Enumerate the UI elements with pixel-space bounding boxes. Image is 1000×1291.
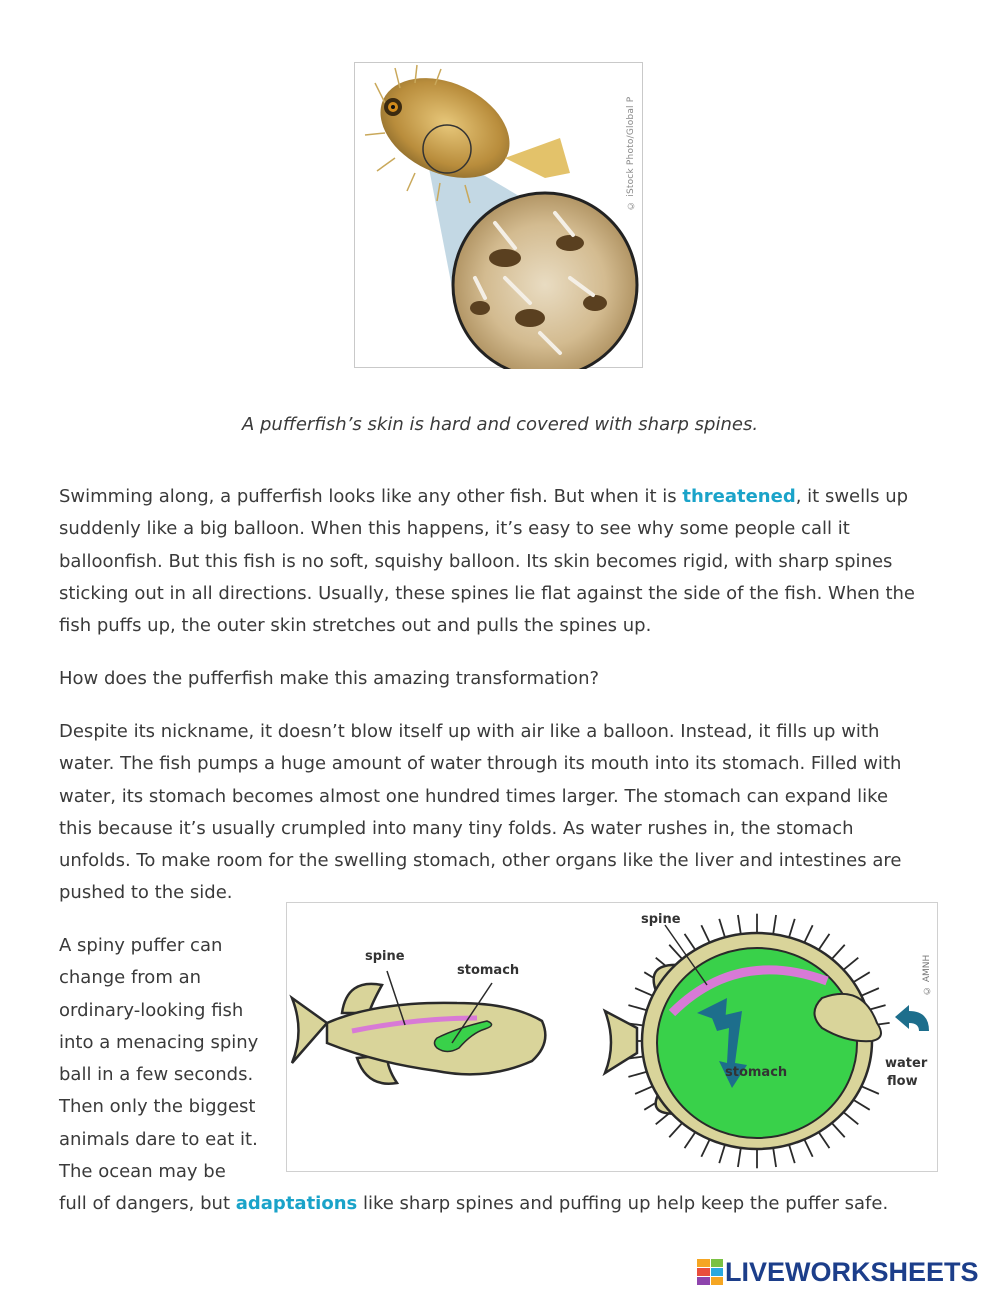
p4-last-a: full of dangers, but	[59, 1193, 236, 1214]
spine-line	[719, 919, 725, 939]
liveworksheets-logo-icon	[697, 1259, 723, 1285]
p4-line: change from an	[59, 967, 202, 989]
p4-line: animals dare to eat it.	[59, 1128, 258, 1150]
paragraph-1	[59, 481, 939, 642]
p1-line2: suddenly like a big balloon. When this happens, it’s easy to see why some people call it	[59, 518, 850, 540]
inflated-fish	[605, 914, 929, 1169]
liveworksheets-logo[interactable]	[697, 1257, 979, 1287]
p3-line3: water, its stomach becomes almost one hundred times larger. The stomach can expand like	[59, 785, 889, 807]
p3-line2: water. The fish pumps a huge amount of water through its mouth into its stomach. Filled with	[59, 753, 902, 775]
diagram-credit: © AMNH	[922, 954, 932, 995]
spine-line	[701, 925, 710, 944]
p4-last-b: like sharp spines and puffing up help keep the puffer safe.	[357, 1193, 889, 1214]
term-adaptations[interactable]: adaptations	[235, 1193, 358, 1214]
spine-line	[789, 1143, 795, 1163]
pufferfish-diagram-drawing	[287, 903, 939, 1173]
p3-line4: this because it’s usually crumpled into many tiny folds. As water rushes in, the stomach	[59, 817, 854, 839]
paragraph-2: How does the pufferfish make this amazing transformation?	[59, 668, 600, 689]
pufferfish-photo	[354, 62, 643, 368]
p4-line: The ocean may be	[59, 1161, 226, 1183]
p1-line4: sticking out in all directions. Usually, these spines lie flat against the side of the fish. When the	[59, 582, 916, 604]
p1-line1-b: , it swells up	[795, 486, 909, 507]
p4-line: into a menacing spiny	[59, 1031, 259, 1053]
term-threatened[interactable]: threatened	[682, 486, 796, 507]
spine-line	[738, 1146, 741, 1167]
p1-line1-a: Swimming along, a pufferfish looks like any other fish. But when it is	[59, 486, 683, 507]
pufferfish-illustration	[355, 63, 644, 369]
p4-line: ordinary-looking fish	[59, 999, 244, 1021]
p1-line5: fish puffs up, the outer skin stretches out and pulls the spines up.	[59, 615, 652, 637]
right-spine-label: spine	[641, 912, 681, 927]
spine-line	[719, 1143, 725, 1163]
logo-text: LIVEWORKSHEETS	[725, 1256, 979, 1287]
right-stomach-label: stomach	[725, 1065, 788, 1080]
left-spine-label: spine	[365, 949, 405, 964]
normal-fish	[292, 971, 545, 1084]
paragraph-4-wrapped	[59, 930, 281, 1188]
water-flow-label-1: water	[885, 1056, 928, 1071]
p1-line3: balloonfish. But this fish is no soft, squishy balloon. Its skin becomes rigid, with sharp spines	[59, 550, 893, 572]
p3-line6: pushed to the side.	[59, 882, 233, 904]
p4-line: ball in a few seconds.	[59, 1064, 254, 1086]
p4-line: Then only the biggest	[59, 1096, 256, 1118]
spine-line	[738, 915, 741, 936]
left-stomach-label: stomach	[457, 963, 520, 978]
spine-line	[773, 1146, 776, 1167]
p4-line: A spiny puffer can	[59, 935, 223, 956]
spine-line	[701, 1138, 710, 1157]
water-flow-label-2: flow	[887, 1074, 918, 1089]
paragraph-4-last-line	[59, 1188, 959, 1220]
spine-line	[789, 919, 795, 939]
spine-line	[773, 915, 776, 936]
p3-line5: unfolds. To make room for the swelling stomach, other organs like the liver and intestines are	[59, 850, 902, 872]
photo-credit: © iStock Photo/Global P	[626, 96, 636, 210]
paragraph-3	[59, 716, 939, 910]
photo-caption: A pufferfish’s skin is hard and covered with sharp spines.	[241, 414, 759, 435]
spine-line	[804, 1138, 813, 1157]
pufferfish-diagram	[286, 902, 938, 1172]
spine-line	[804, 925, 813, 944]
p3-line1: Despite its nickname, it doesn’t blow itself up with air like a balloon. Instead, it fills up with	[59, 721, 880, 742]
